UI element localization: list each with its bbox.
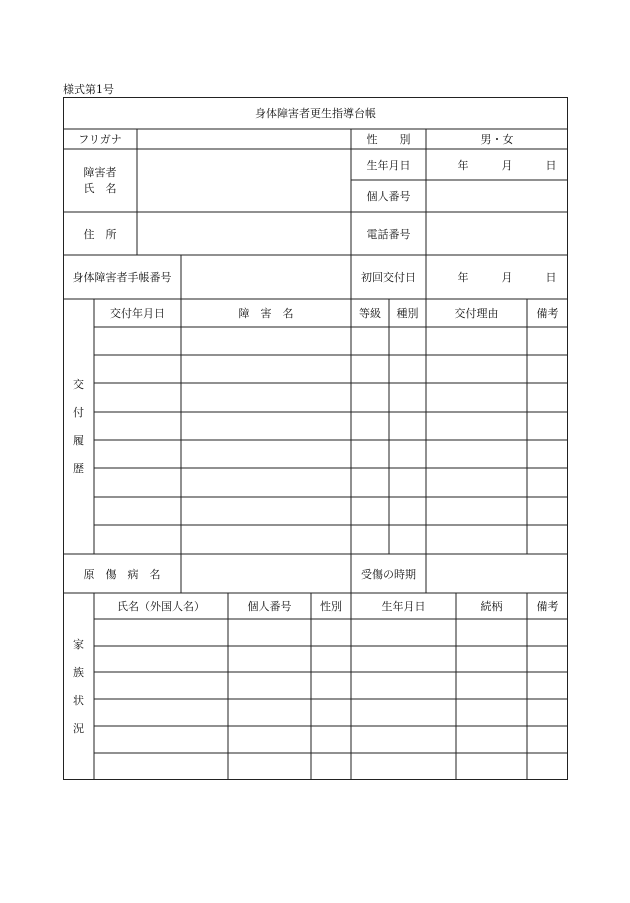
cause-label: 原 傷 病 名 — [83, 567, 161, 581]
phone-field[interactable] — [426, 212, 568, 255]
col-family-individual-number: 個人番号 — [247, 600, 292, 613]
issuance-side-char: 履 — [73, 433, 84, 447]
first-issue-label: 初回交付日 — [361, 271, 416, 284]
sex-label: 性 別 — [366, 133, 411, 146]
col-issue-reason: 交付理由 — [454, 307, 499, 320]
family-side-char: 家 — [73, 637, 84, 651]
col-family-relation: 続柄 — [480, 600, 503, 613]
issuance-history-label — [63, 299, 94, 554]
furigana-field[interactable] — [137, 129, 351, 149]
name-label-line2: 氏 名 — [83, 181, 117, 195]
col-issue-date: 交付年月日 — [110, 307, 165, 320]
col-remarks: 備考 — [536, 307, 559, 320]
address-label: 住 所 — [83, 227, 117, 241]
address-field[interactable] — [137, 212, 351, 255]
name-field[interactable] — [137, 149, 351, 212]
name-label — [63, 149, 137, 212]
col-family-remarks: 備考 — [536, 600, 559, 613]
col-family-dob: 生年月日 — [381, 600, 426, 613]
issuance-side-char: 付 — [73, 405, 84, 419]
form-number: 様式第1号 — [63, 83, 114, 96]
injury-time-label: 受傷の時期 — [361, 567, 416, 581]
name-label-line1: 障害者 — [83, 165, 117, 179]
individual-number-field[interactable] — [426, 180, 568, 212]
injury-time-field[interactable] — [426, 554, 568, 593]
issuance-side-char: 交 — [73, 377, 84, 391]
family-side-char: 況 — [73, 721, 84, 735]
col-family-name: 氏名（外国人名） — [117, 600, 205, 613]
family-side-char: 状 — [73, 693, 84, 707]
first-issue-value[interactable]: 年 月 日 — [457, 271, 557, 284]
handbook-number-label: 身体障害者手帳番号 — [72, 271, 172, 284]
phone-label: 電話番号 — [366, 227, 411, 241]
col-disability-name: 障 害 名 — [238, 307, 294, 320]
ledger-form — [63, 97, 568, 780]
form-title: 身体障害者更生指導台帳 — [255, 107, 376, 120]
family-status-label — [63, 593, 94, 780]
dob-label: 生年月日 — [366, 158, 411, 172]
cause-field[interactable] — [181, 554, 351, 593]
issuance-side-char: 歴 — [73, 461, 84, 475]
col-type: 種別 — [396, 307, 419, 320]
sex-value[interactable]: 男・女 — [480, 133, 514, 146]
furigana-label: フリガナ — [78, 133, 122, 146]
family-side-char: 族 — [73, 665, 84, 679]
handbook-number-field[interactable] — [181, 255, 351, 299]
individual-number-label: 個人番号 — [366, 190, 411, 203]
col-family-sex: 性別 — [320, 600, 342, 613]
col-grade: 等級 — [359, 307, 381, 320]
dob-value[interactable]: 年 月 日 — [457, 158, 557, 172]
